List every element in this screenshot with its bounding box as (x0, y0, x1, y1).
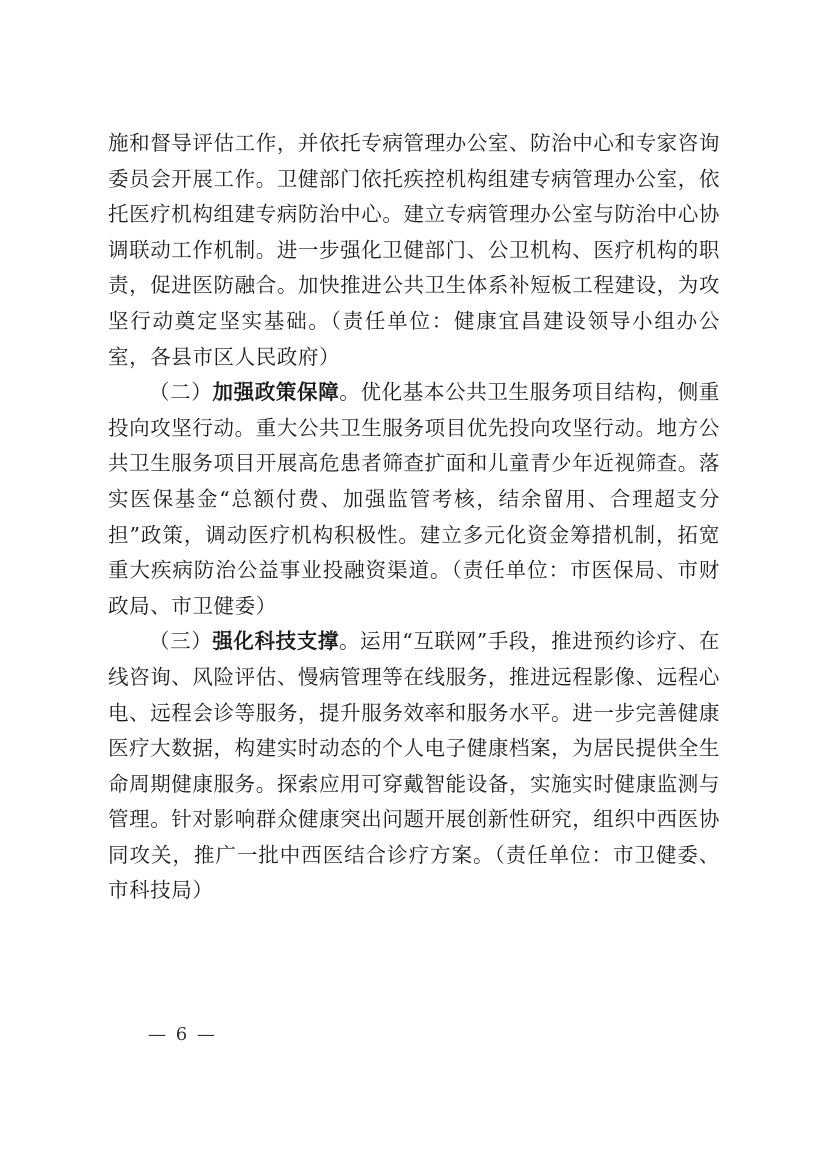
section-number: （二） (149, 380, 213, 405)
page-number: — 6 — (148, 1024, 217, 1045)
document-body (108, 126, 720, 909)
section-text: 。优化基本公共卫生服务项目结构，侧重投向攻坚行动。重大公共卫生服务项目优先投向攻坚行动。地方公共卫生服务项目开展高危患者筛查扩面和儿童青少年近视筛查。落实医保基金“总额付费、加强监管考核，结余留用、合理超支分担”政策，调动医疗机构积极性。建立多元化资金筹措机制，拓宽重大疾病防治公益事业投融资渠道。（责任单位：市医保局、市财政局、市卫健委） (108, 380, 720, 618)
section-text: 。运用“互联网”手段，推进预约诊疗、在线咨询、风险评估、慢病管理等在线服务，推进远程影像、远程心电、远程会诊等服务，提升服务效率和服务水平。进一步完善健康医疗大数据，构建实时动态的个人电子健康档案，为居民提供全生命周期健康服务。探索应用可穿戴智能设备，实施实时健康监测与管理。针对影响群众健康突出问题开展创新性研究，组织中西医协同攻关，推广一批中西医结合诊疗方案。（责任单位：市卫健委、市科技局） (108, 629, 720, 903)
section-heading: 强化科技支撑 (212, 629, 339, 654)
section-tech-support (108, 624, 720, 909)
section-heading: 加强政策保障 (212, 380, 340, 405)
section-policy-support (108, 375, 720, 624)
paragraph-continuation: 施和督导评估工作，并依托专病管理办公室、防治中心和专家咨询委员会开展工作。卫健部门依托疾控机构组建专病管理办公室，依托医疗机构组建专病防治中心。建立专病管理办公室与防治中心协调联动工作机制。进一步强化卫健部门、公卫机构、医疗机构的职责，促进医防融合。加快推进公共卫生体系补短板工程建设，为攻坚行动奠定坚实基础。（责任单位：健康宜昌建设领导小组办公室，各县市区人民政府） (108, 131, 720, 369)
section-number: （三） (149, 629, 213, 654)
